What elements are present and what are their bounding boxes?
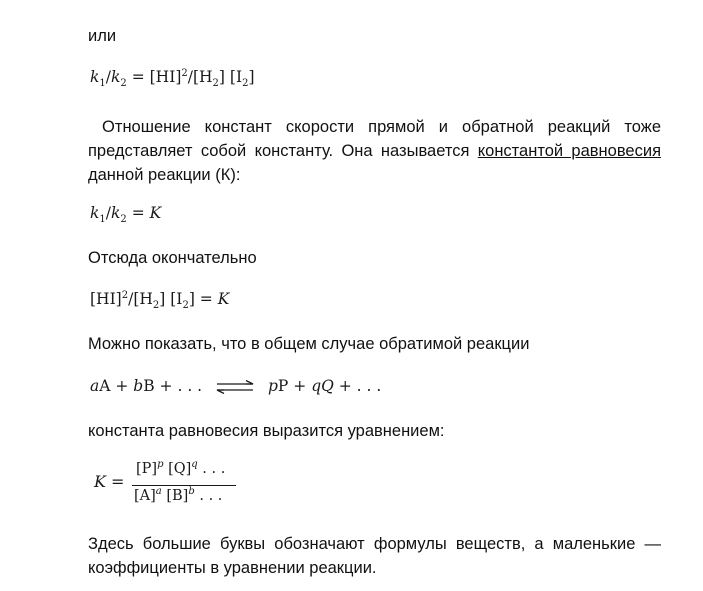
text-ili: или <box>88 27 117 45</box>
paragraph-constant-ratio <box>88 115 661 187</box>
equilibrium-arrows-icon <box>213 380 257 394</box>
fraction-bar <box>132 485 236 486</box>
paragraph-1-text-b: данной реакции (К): <box>88 166 241 184</box>
fraction-denominator: $[A]^a$ $[B]^b$ . . . <box>134 486 223 504</box>
text-otsyuda: Отсюда окончательно <box>88 249 257 267</box>
paragraph-1-text-a: Отношение констант скорости прямой и обратной реакций тоже представляет собой константу. Она называется <box>88 118 661 160</box>
formula-reversible-reaction: aA + bB + . . . pP + qQ + . . . <box>90 377 382 395</box>
formula-hi-equals-k: $[HI]^2/[H_2] [I_2] = K$ <box>90 289 230 312</box>
text-mozhno: Можно показать, что в общем случае обратимой реакции <box>88 335 530 353</box>
fraction-numerator: $[P]^p$ $[Q]^q$ . . . <box>136 459 226 477</box>
paragraph-explanation: Здесь большие буквы обозначают формулы веществ, а маленькие — коэффициенты в уравнении реакции. <box>88 535 661 577</box>
formula-k1-k2-hi: $k_1/k_2 = [HI]^2/[H_2]$ $[I_2]$ <box>90 67 255 90</box>
equilibrium-constant-term: константой равновесия <box>477 142 661 160</box>
formula-k-label: K = <box>94 472 125 491</box>
text-konstanta: константа равновесия выразится уравнением: <box>88 422 445 440</box>
formula-k1-k2-equals-k: $k_1/k_2 = K$ <box>90 204 162 226</box>
